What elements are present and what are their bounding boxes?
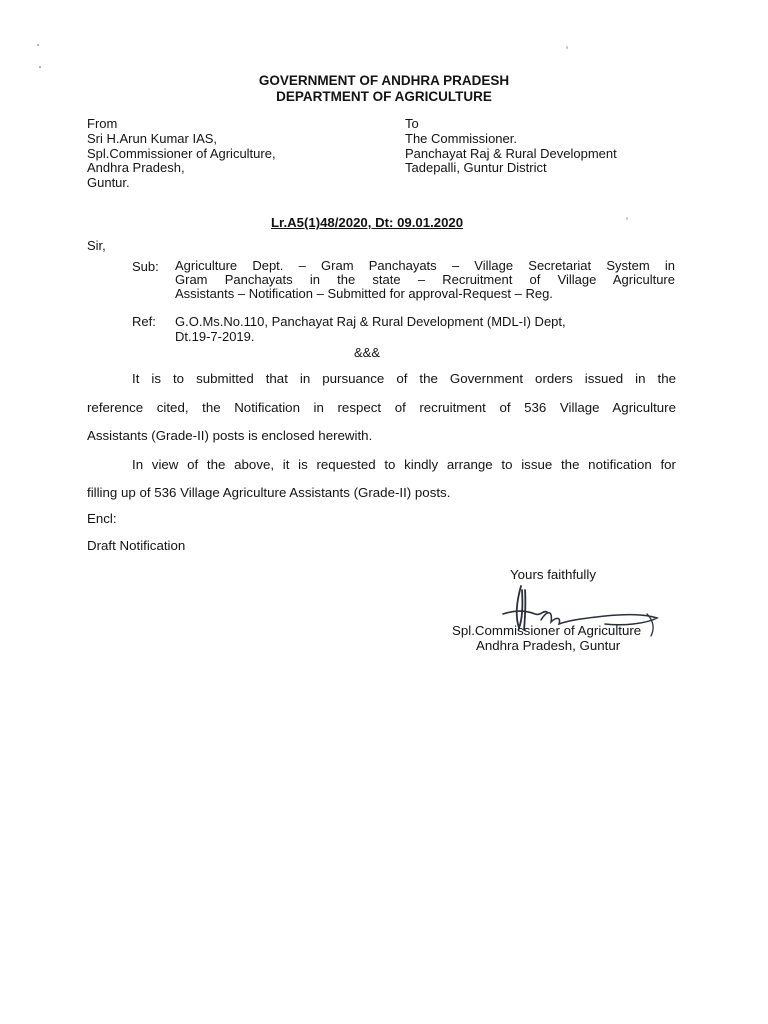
enclosure-item: Draft Notification (87, 538, 186, 553)
signatory-place: Andhra Pradesh, Guntur (476, 638, 621, 653)
header-line-department: DEPARTMENT OF AGRICULTURE (276, 89, 492, 104)
scan-speck (566, 46, 568, 49)
paragraph-2-line: filling up of 536 Village Agriculture Assistants (Grade-II) posts. (87, 485, 451, 500)
scan-speck (37, 44, 39, 46)
to-block (405, 117, 617, 176)
from-line: Sri H.Arun Kumar IAS, (87, 130, 218, 146)
paragraph-2-line: In view of the above, it is requested to kindly arrange to issue the notification for (132, 457, 676, 472)
enclosure-label: Encl: (87, 511, 117, 526)
to-label: To (405, 116, 419, 131)
paragraph-1-line: Assistants (Grade-II) posts is enclosed herewith. (87, 428, 373, 443)
valediction: Yours faithfully (510, 567, 596, 582)
paragraph-1-line: It is to submitted that in pursuance of the Government orders issued in the (132, 371, 676, 386)
subject-text (175, 259, 675, 301)
ref-line: G.O.Ms.No.110, Panchayat Raj & Rural Development (MDL-I) Dept, (175, 314, 566, 329)
from-line: Guntur. (87, 175, 130, 191)
ref-line: Dt.19-7-2019. (175, 329, 255, 344)
subject-line: Assistants – Notification – Submitted for approval-Request – Reg. (175, 286, 553, 301)
ref-text (175, 314, 566, 344)
ref-label: Ref: (132, 314, 156, 329)
salutation: Sir, (87, 238, 106, 253)
to-line: Panchayat Raj & Rural Development (405, 145, 617, 161)
separator-mark: &&& (354, 345, 381, 360)
subject-label: Sub: (132, 259, 159, 274)
paragraph-1-line: reference cited, the Notification in respect of recruitment of 536 Village Agriculture (87, 400, 676, 415)
to-line: Tadepalli, Guntur District (405, 160, 547, 176)
scan-speck (626, 217, 628, 220)
subject-line: Agriculture Dept. – Gram Panchayats – Village Secretariat System in (175, 258, 675, 273)
from-block (87, 117, 276, 191)
from-line: Spl.Commissioner of Agriculture, (87, 145, 276, 161)
letter-reference-number: Lr.A5(1)48/2020, Dt: 09.01.2020 (271, 215, 464, 230)
header-line-government: GOVERNMENT OF ANDHRA PRADESH (258, 73, 510, 88)
subject-line: Gram Panchayats in the state – Recruitment of Village Agriculture (175, 272, 675, 287)
to-line: The Commissioner. (405, 130, 517, 146)
from-line: Andhra Pradesh, (87, 160, 185, 176)
from-label: From (87, 116, 118, 131)
signatory-designation: Spl.Commissioner of Agriculture (452, 623, 642, 638)
scan-speck (39, 66, 41, 68)
